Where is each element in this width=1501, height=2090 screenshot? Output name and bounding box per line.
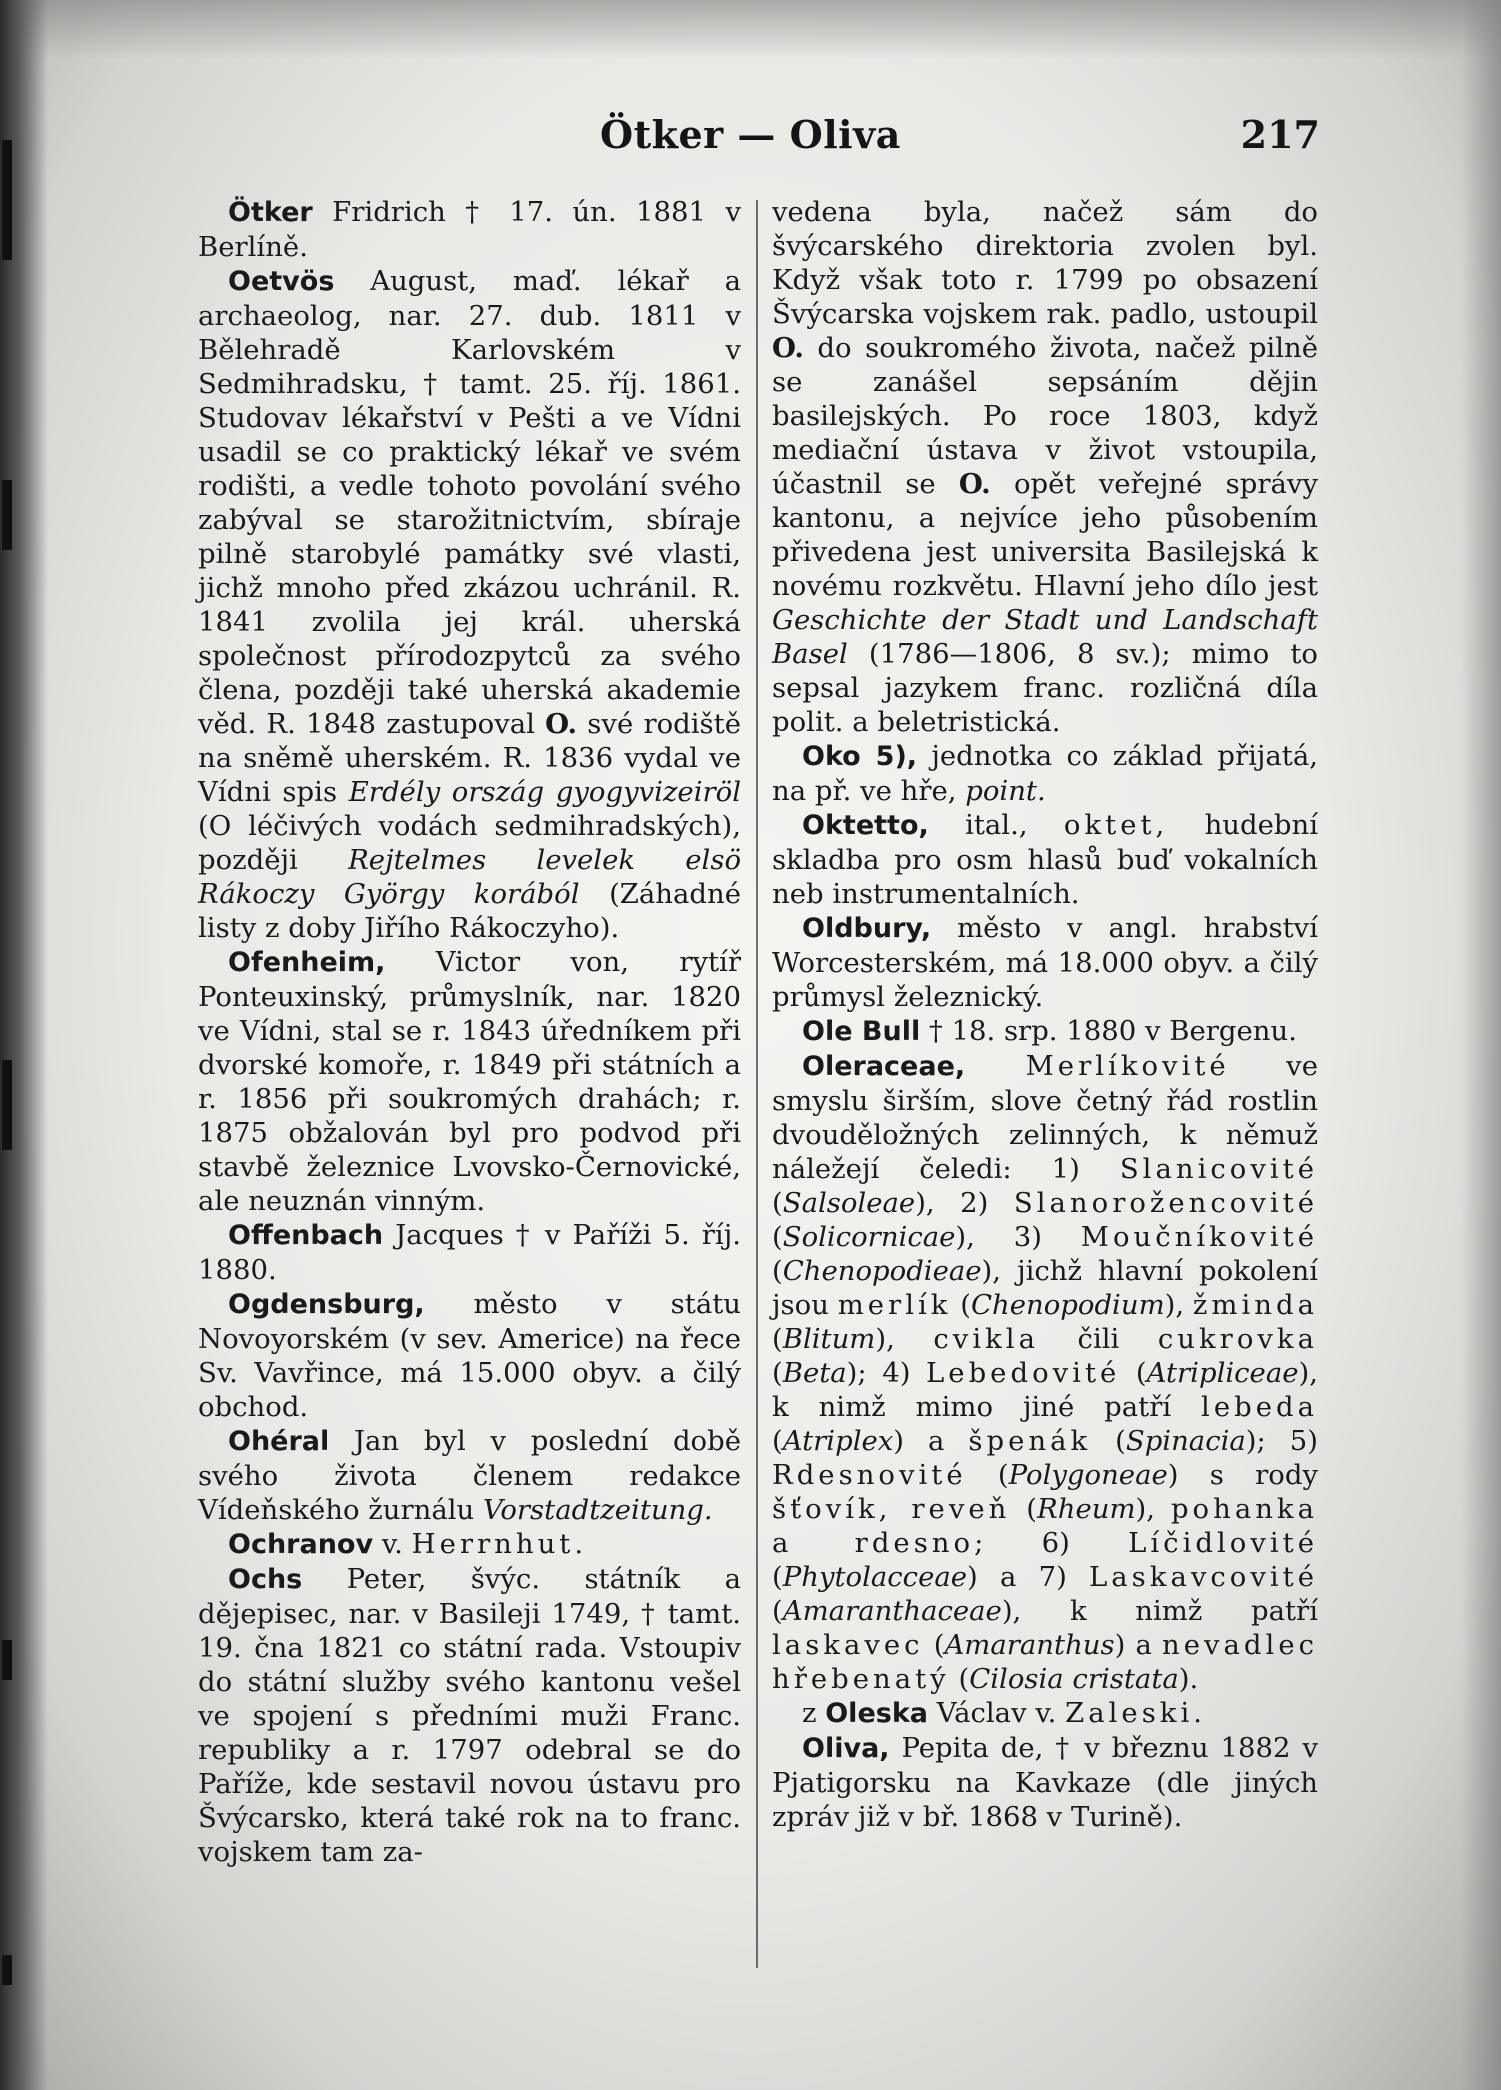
abbreviation: O. (958, 468, 991, 500)
entry-text: Peter, švýc. státník a dějepisec, nar. v Basileji 1749, † tamt. 19. čna 1821 co státní rada. Vstoupiv do státní služby svého kantonu vešel ve spojení s předními muži Franc. republiky a r. 1797 odebral se do Paříže, kde sestavil novou ústavu pro Švýcarsko, která také rok na to franc. vojskem tam za- (198, 1563, 741, 1868)
spaced-term: špenák (968, 1425, 1092, 1457)
spaced-term: žminda (1192, 1289, 1318, 1321)
entry-text: ( (772, 1221, 783, 1253)
page-number: 217 (1240, 112, 1320, 157)
entry-text: (Záhadné listy z doby Jiřího Rákoczyho). (198, 878, 741, 944)
headword: Offenbach (228, 1220, 384, 1251)
spaced-term: Moučníkovité (1080, 1221, 1318, 1253)
entry-text: své rodiště na sněmě uherském. R. 1836 vydal ve Vídni spis (198, 708, 741, 808)
entry-text: ); 5) (1245, 1425, 1318, 1457)
entry-oleska (772, 1696, 1318, 1731)
headword: Oldbury, (802, 913, 932, 944)
entry-text: ), k nimž patří (1001, 1595, 1318, 1627)
binding-mark (2, 1060, 12, 1150)
latin-term: Beta (782, 1357, 847, 1389)
entry-text: ( (772, 1595, 783, 1627)
latin-term: Amaranthaceae (782, 1595, 1002, 1627)
spaced-term: Slanicovité (1119, 1153, 1318, 1185)
entry-text: ve smyslu širším, slove četný řád rostlin dvouděložných zelinných, k němuž náležejí čeledi: 1) (772, 1050, 1318, 1185)
entry-text: ( (1010, 1493, 1038, 1525)
latin-term: Atriplex (782, 1425, 894, 1457)
entry-text: Jacques † v Paříži 5. říj. 1880. (198, 1219, 741, 1286)
entry-text: ( (949, 1663, 970, 1695)
entry-text: ), k nimž mimo jiné patří (772, 1357, 1318, 1423)
entry-text: ( (772, 1255, 783, 1287)
entry-text: ) s rody (1167, 1459, 1318, 1491)
book-title: Erdély ország gyogyvizeiröl (348, 776, 741, 808)
spaced-term: cukrovka (1157, 1323, 1318, 1355)
entry-oheral (198, 1424, 741, 1527)
book-title: Rejtelmes levelek elsö Rákoczy György korából (198, 844, 741, 910)
latin-term: Rheum (1037, 1493, 1136, 1525)
entry-text: ), (1164, 1289, 1193, 1321)
latin-term: Chenopodium (971, 1289, 1165, 1321)
entry-text: ) a (1114, 1629, 1162, 1661)
headword: Ogdensburg, (228, 1289, 425, 1320)
entry-text: ; 6) (974, 1527, 1129, 1559)
latin-term: Salsoleae (782, 1187, 916, 1219)
entry-otker (198, 195, 741, 264)
latin-term: Solicornicae (782, 1221, 956, 1253)
scan-binding-edge (0, 0, 48, 2090)
binding-mark (2, 480, 12, 550)
entry-text: August, maď. lékař a archaeolog, nar. 27. dub. 1811 v Bělehradě Karlovském v Sedmihradsku, † tamt. 25. říj. 1861. Studovav lékařství v Pešti a ve Vídni usadil se co praktický lékař ve svém rodišti, a vedle tohoto povolání svého zabýval se starožitnictvím, sbíraje pilně starobylé památky své vlasti, jichž mnoho před zkázou uchránil. R. 1841 zvolila jej král. uherská společnost přírodozpytců za svého člena, později také uherská akademie věd. R. 1848 zastupoval (198, 265, 741, 740)
headword: Oliva, (802, 1733, 890, 1764)
latin-term: Polygoneae (1008, 1459, 1168, 1491)
entry-text: ), 2) (915, 1187, 1014, 1219)
entry-text: ), (875, 1323, 934, 1355)
entry-ochs (198, 1562, 741, 1869)
headword: Ochranov (228, 1529, 374, 1560)
latin-term: Spinacia (1125, 1425, 1246, 1457)
headword: Ötker (228, 197, 313, 228)
foreign-term: point. (965, 775, 1046, 807)
headword: Ole Bull (802, 1016, 921, 1047)
spaced-term: Merlíkovité (965, 1050, 1230, 1082)
entry-text: Václav v. (928, 1697, 1066, 1729)
latin-term: Blitum (782, 1323, 876, 1355)
entry-text: ) a 7) (967, 1561, 1090, 1593)
entry-text: ), (1135, 1493, 1171, 1525)
entry-text: ital., (928, 809, 1064, 841)
entry-oldbury (772, 911, 1318, 1014)
scan-shadow-right (1461, 0, 1501, 2090)
binding-mark (2, 1640, 12, 1680)
entry-text: Fridrich † 17. ún. 1881 v Berlíně. (198, 196, 741, 263)
journal-title: Vorstadtzeitung. (483, 1494, 713, 1526)
entry-text: opět veřejné správy kantonu, a nejvíce jeho působením přivedena jest universita Basilejská k novému rozkvětu. Hlavní jeho dílo jest (772, 468, 1318, 602)
latin-term: Atripliceae (1146, 1357, 1299, 1389)
entry-ofenheim (198, 945, 741, 1218)
spaced-term: merlík (837, 1289, 952, 1321)
spaced-term: oktet, (1063, 809, 1169, 841)
entry-text: (1786—1806, 8 sv.); mimo to sepsal jazykem franc. rozličná díla polit. a beletristická. (772, 638, 1318, 738)
entry-oetvos (198, 264, 741, 945)
cross-reference: Herrnhut. (411, 1528, 588, 1560)
latin-term: Cilosia cristata (969, 1663, 1179, 1695)
running-head: Ötker — Oliva (600, 112, 901, 157)
entry-text: Jan byl v poslední době svého života členem redakce Vídeňského žurnálu (198, 1425, 741, 1526)
entry-text: ( (772, 1187, 783, 1219)
spaced-term: Slanorožencovité (1013, 1187, 1318, 1219)
spaced-term: Laskavcovité (1089, 1561, 1318, 1593)
entry-text: (O léčivých vodách sedmihradských), později (198, 810, 741, 876)
entry-text: do soukromého života, načež pilně se zanášel sepsáním dějin basilejských. Po roce 1803, když mediační ústava v život vstoupila, účastnil se (772, 332, 1318, 500)
entry-text: ( (1120, 1357, 1147, 1389)
column-rule (756, 200, 758, 1968)
entry-text: ( (1091, 1425, 1126, 1457)
entry-ochs-continued (772, 195, 1318, 739)
left-column (198, 195, 741, 1869)
headword: Oko 5), (802, 741, 918, 772)
binding-mark (2, 140, 12, 260)
spaced-term: šťovík, reveň (772, 1493, 1011, 1525)
book-title: Geschichte der Stadt und Landschaft Basel (772, 604, 1318, 670)
binding-mark (2, 1955, 12, 1985)
entry-oktetto (772, 808, 1318, 911)
latin-term: Amaranthus (944, 1629, 1115, 1661)
entry-text: hudební skladba pro osm hlasů buď vokalních neb instrumentalních. (772, 809, 1318, 910)
headword: Ohéral (228, 1426, 330, 1457)
right-column (772, 195, 1318, 1834)
latin-term: Chenopodieae (782, 1255, 982, 1287)
scan-shadow-top (0, 0, 1501, 60)
entry-ogdensburg (198, 1287, 741, 1424)
entry-text: ( (923, 1629, 945, 1661)
entry-ochranov (198, 1527, 741, 1562)
abbreviation: O. (772, 332, 804, 364)
entry-text: v. (373, 1528, 412, 1560)
spaced-term: nevadlec hřebenatý (772, 1629, 1318, 1695)
headword: Oleraceae, (802, 1051, 966, 1082)
entry-oko (772, 739, 1318, 808)
entry-offenbach (198, 1218, 741, 1287)
headword: Oleska (825, 1698, 929, 1729)
entry-oleraceae (772, 1049, 1318, 1696)
entry-ole-bull (772, 1014, 1318, 1049)
entry-text: ( (772, 1323, 783, 1355)
entry-text: ( (966, 1459, 1009, 1491)
headword: Oktetto, (802, 810, 929, 841)
spaced-term: laskavec (772, 1629, 924, 1661)
entry-text: město v státu Novoyorském (v sev. Americe) na řece Sv. Vavřince, má 15.000 obyv. a čilý obchod. (198, 1288, 741, 1423)
latin-term: Phytolacceae (782, 1561, 968, 1593)
headword: Ochs (228, 1564, 303, 1595)
entry-oliva (772, 1731, 1318, 1834)
entry-text: ( (772, 1357, 783, 1389)
spaced-term: pohanka a rdesno (772, 1493, 1318, 1559)
entry-text: ), jichž hlavní pokolení jsou (772, 1255, 1318, 1321)
page-header (600, 112, 1320, 162)
spaced-term: Líčidlovité (1128, 1527, 1318, 1559)
entry-text: město v angl. hrabství Worcesterském, má 18.000 obyv. a čilý průmysl železnický. (772, 912, 1318, 1013)
entry-text: ( (772, 1561, 783, 1593)
abbreviation: O. (545, 708, 578, 740)
spaced-term: cvikla (933, 1323, 1039, 1355)
entry-text: ( (951, 1289, 971, 1321)
entry-text: † 18. srp. 1880 v Bergenu. (920, 1015, 1297, 1047)
entry-text: jednotka co základ přijatá, na př. ve hře, (772, 740, 1318, 807)
entry-text: vedena byla, načež sám do švýcarského direktoria zvolen byl. Když však toto r. 1799 po obsazení Švýcarska vojskem rak. padlo, ustoupil (772, 196, 1318, 330)
headword: Ofenheim, (228, 947, 386, 978)
spaced-term: Lebedovité (926, 1357, 1121, 1389)
headword: Oetvös (228, 266, 335, 297)
entry-text: ( (772, 1425, 783, 1457)
entry-text: z (802, 1697, 826, 1729)
spaced-term: Rdesnovité (772, 1459, 967, 1491)
entry-text: ) a (893, 1425, 969, 1457)
entry-text: ). (1178, 1663, 1199, 1695)
entry-text: ); 4) (846, 1357, 927, 1389)
entry-text: ), 3) (955, 1221, 1081, 1253)
spaced-term: lebeda (1201, 1391, 1318, 1423)
entry-text: čili (1039, 1323, 1158, 1355)
cross-reference: Zaleski. (1065, 1697, 1207, 1729)
entry-text: Pepita de, † v březnu 1882 v Pjatigorsku na Kavkaze (dle jiných zpráv již v bř. 1868 v Turině). (772, 1732, 1318, 1833)
entry-text: Victor von, rytíř Ponteuxinský, průmyslník, nar. 1820 ve Vídni, stal se r. 1843 úředníkem při dvorské komoře, r. 1849 při státních a r. 1856 při soukromých drahách; r. 1875 obžalován byl pro podvod při stavbě železnice Lvovsko-Černovické, ale neuznán vinným. (198, 946, 741, 1217)
